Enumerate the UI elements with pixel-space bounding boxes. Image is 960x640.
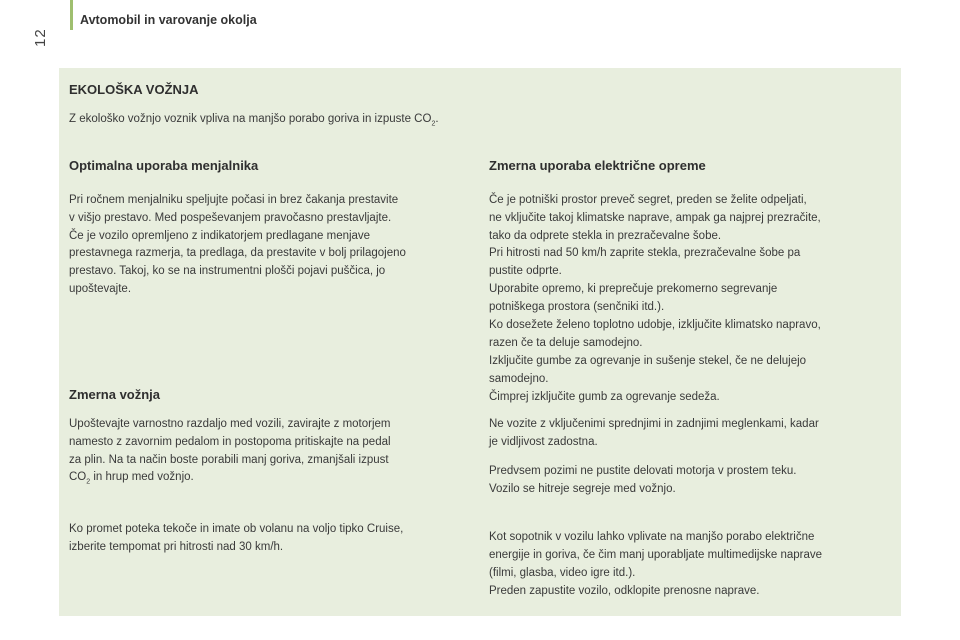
electrical-paragraph-5: Izključite gumbe za ogrevanje in sušenje stekel, če ne delujejo samodejno. — [489, 355, 807, 385]
electrical-paragraph-10: Preden zapustite vozilo, odklopite prenosne naprave. — [489, 585, 760, 597]
electrical-paragraph-4: Ko dosežete želeno toplotno udobje, izključite klimatsko napravo, razen če ta deluje samodejno. — [489, 319, 821, 349]
electrical-paragraph-1: Če je potniški prostor preveč segret, preden se želite odpeljati, ne vključite takoj klimatske naprave, ampak ga najprej prezračite, tako da odprete stekla in prezračevalne šobe. — [489, 194, 821, 242]
moderate-driving-text-a: Upoštevajte varnostno razdaljo med vozili, zavirajte z motorjem namesto z zavornim pedalom in postopoma pritiskajte na pedal za plin. Na ta način boste porabili manj goriva, zmanjšali izpust CO — [69, 418, 391, 484]
electrical-paragraph-9: Kot sopotnik v vozilu lahko vplivate na manjšo porabo električne energije in goriva, če čim manj uporabljate multimedijske naprave (filmi, glasba, video igre itd.). — [489, 531, 823, 579]
cruise-control-paragraph: Ko promet poteka tekoče in imate ob volanu na voljo tipko Cruise, izberite tempomat pri hitrosti nad 30 km/h. — [69, 523, 404, 553]
intro-text — [69, 113, 439, 127]
electrical-paragraph-2: Pri hitrosti nad 50 km/h zaprite stekla, prezračevalne šobe pa pustite odprte. — [489, 247, 801, 277]
intro-text-body: Z ekološko vožnjo voznik vpliva na manjšo porabo goriva in izpuste CO — [69, 113, 432, 125]
chapter-title: Avtomobil in varovanje okolja — [80, 13, 257, 27]
electrical-paragraph-8: Predvsem pozimi ne pustite delovati motorja v prostem teku. Vozilo se hitreje segreje med vožnjo. — [489, 465, 797, 495]
moderate-driving-subscript: 2 — [86, 478, 91, 486]
intro-end: . — [435, 113, 439, 125]
electrical-paragraph-3: Uporabite opremo, ki preprečuje prekomerno segrevanje potniškega prostora (senčniki itd.). — [489, 283, 778, 313]
page-number: 12 — [32, 28, 49, 47]
intro-subscript: 2 — [431, 120, 436, 128]
moderate-driving-paragraph — [69, 416, 469, 491]
electrical-paragraph-7: Ne vozite z vključenimi sprednjimi in zadnjimi meglenkami, kadar je vidljivost zadostna. — [489, 418, 819, 448]
section-title-moderate-driving: Zmerna vožnja — [69, 387, 161, 402]
page-title: EKOLOŠKA VOŽNJA — [69, 82, 199, 97]
electrical-paragraph-6: Čimprej izključite gumb za ogrevanje sedeža. — [489, 391, 720, 403]
moderate-driving-text-b: in hrup med vožnjo. — [90, 471, 194, 484]
gearbox-paragraph: Pri ročnem menjalniku speljujte počasi in brez čakanja prestavite v višjo prestavo. Med pospeševanjem pravočasno prestavljajte. Če je vozilo opremljeno z indikatorjem predlagane menjave prestavnega razmerja, ta predlaga, da prestavite v bolj prilagojeno prestavo. Takoj, ko se na instrumentni plošči pojavi puščica, jo upoštevajte. — [69, 194, 406, 295]
section-title-electrical: Zmerna uporaba električne opreme — [489, 158, 706, 173]
header-accent-rule — [70, 0, 73, 30]
section-title-gearbox: Optimalna uporaba menjalnika — [69, 158, 259, 173]
